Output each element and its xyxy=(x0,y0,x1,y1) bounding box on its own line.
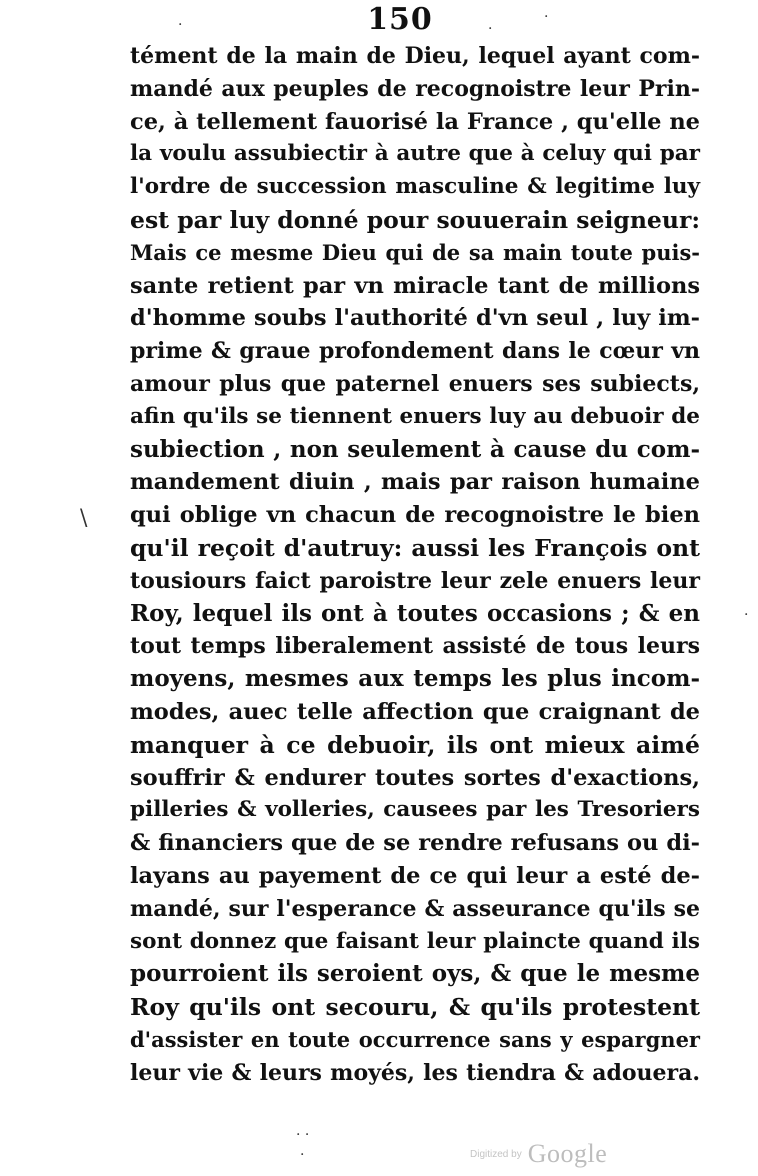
print-speck: · xyxy=(744,607,749,623)
text-line: mandé aux peuples de recognoistre leur Prin- xyxy=(130,75,700,102)
text-line: prime & graue profondement dans le cœur vn xyxy=(130,338,700,365)
text-line: subiection , non seulement à cause du com- xyxy=(130,435,700,463)
print-speck: · xyxy=(488,21,493,37)
text-line: tout temps liberalement assisté de tous leurs xyxy=(130,633,700,660)
google-logo: Google xyxy=(527,1139,608,1168)
text-line: manquer à ce debuoir, ils ont mieux aimé xyxy=(130,730,700,759)
print-speck: · xyxy=(544,9,549,25)
text-line: layans au payement de ce qui leur a esté de- xyxy=(130,862,700,889)
body-text xyxy=(130,40,700,1090)
text-line: Mais ce mesme Dieu qui de sa main toute puis- xyxy=(130,239,700,265)
text-line: afin qu'ils se tiennent enuers luy au debuoir de xyxy=(130,403,700,429)
text-line: sont donnez que faisant leur plaincte quand ils xyxy=(130,928,700,954)
text-line: la voulu assubiectir à autre que à celuy qui par xyxy=(130,141,700,167)
text-line: amour plus que paternel enuers ses subiects, xyxy=(130,370,700,397)
text-line: d'homme soubs l'authorité d'vn seul , luy im- xyxy=(130,305,700,332)
text-line: qu'il reçoit d'autruy: aussi les François ont xyxy=(130,533,700,562)
text-line: Roy qu'ils ont secouru, & qu'ils protestent xyxy=(130,993,700,1022)
print-speck: · xyxy=(178,17,183,33)
text-line: est par luy donné pour souuerain seigneur: xyxy=(130,205,701,234)
text-line: mandement diuin , mais par raison humaine xyxy=(130,469,700,496)
text-line: pourroient ils seroient oys, & que le mesme xyxy=(130,960,700,988)
text-line: ce, à tellement fauorisé la France , qu'elle ne xyxy=(130,108,700,135)
watermark-prefix: Digitized by xyxy=(470,1148,522,1160)
print-speck: · · xyxy=(296,1127,310,1143)
text-line: tousiours faict paroistre leur zele enuers leur xyxy=(130,567,700,594)
text-line: souffrir & endurer toutes sortes d'exactions, xyxy=(130,764,700,791)
text-line: & financiers que de se rendre refusans ou di- xyxy=(130,830,700,857)
text-line: tément de la main de Dieu, lequel ayant com- xyxy=(130,43,700,69)
text-line: Roy, lequel ils ont à toutes occasions ; & en xyxy=(130,599,700,627)
text-line: qui oblige vn chacun de recognoistre le bien xyxy=(130,502,700,529)
text-line: pilleries & volleries, causees par les Tresoriers xyxy=(130,797,700,823)
text-line: modes, auec telle affection que craignant de xyxy=(130,698,700,725)
text-line: leur vie & leurs moyés, les tiendra & adouera. xyxy=(130,1059,700,1086)
page-number: 150 xyxy=(367,2,433,37)
print-speck: · xyxy=(300,1147,305,1163)
text-line: sante retient par vn miracle tant de millions xyxy=(130,272,700,299)
text-line: l'ordre de succession masculine & legitime luy xyxy=(130,174,700,200)
margin-mark: \ xyxy=(80,506,88,531)
google-watermark xyxy=(470,1134,607,1174)
text-line: mandé, sur l'esperance & asseurance qu'ils se xyxy=(130,895,700,922)
text-line: moyens, mesmes aux temps les plus incom- xyxy=(130,665,700,693)
text-line: d'assister en toute occurrence sans y espargner xyxy=(130,1026,700,1052)
